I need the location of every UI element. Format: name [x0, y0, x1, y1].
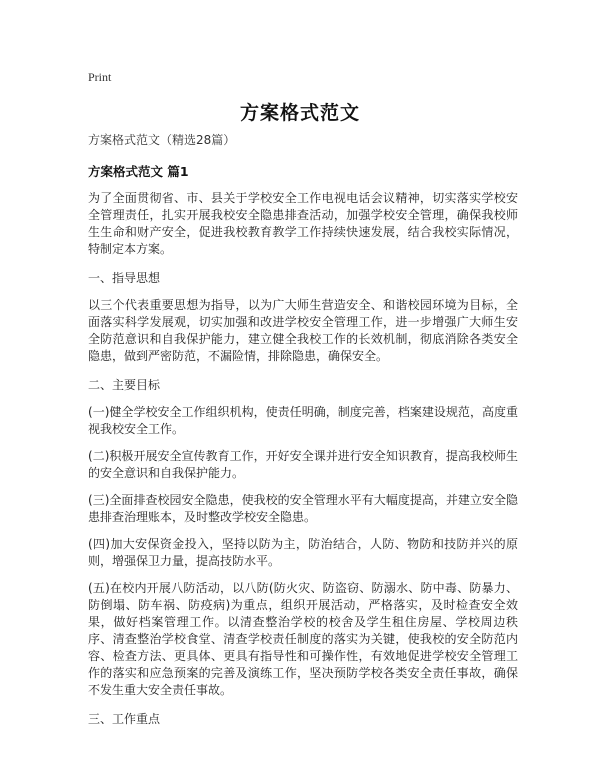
page-title: 方案格式范文 — [239, 102, 360, 124]
goal-paragraph-5: (五)在校内开展八防活动，以八防(防火灾、防盗窃、防溺水、防中毒、防暴力、防倒塌、防车祸、防疫病)为重点，组织开展活动，严格落实，及时检查安全效果，做好档案管理工作。以清查整治学校的校舍及学生租住房屋、学校周边秩序、清查整治学校食堂、清查学校责任制度的落实为关键，使我校的安全防范内容、检查方法、更具体、更具有指导性和可操作性，有效地促进学校安全管理工作的落实和应急预案的完善及演练工作，坚决预防学校各类安全责任事故，确保不发生重大安全责任事故。 — [88, 581, 518, 697]
section-title: 方案格式范文 篇1 — [88, 164, 189, 179]
heading-main-goals: 二、主要目标 — [88, 378, 161, 392]
goal-paragraph-2: (二)积极开展安全宣传教育工作，开好安全课并进行安全知识教育，提高我校师生的安全意识和自我保护能力。 — [88, 449, 518, 480]
goal-paragraph-1: (一)健全学校安全工作组织机构，使责任明确，制度完善，档案建设规范，高度重视我校安全工作。 — [88, 405, 518, 436]
document-subtitle: 方案格式范文（精选28篇） — [88, 133, 236, 147]
print-link[interactable]: Print — [88, 70, 112, 84]
goal-paragraph-4: (四)加大安保资金投入，坚持以防为主，防治结合，人防、物防和技防并兴的原则，增强保卫力量，提高技防水平。 — [88, 537, 518, 568]
heading-work-focus: 三、工作重点 — [88, 712, 161, 726]
guiding-paragraph: 以三个代表重要思想为指导，以为广大师生营造安全、和谐校园环境为目标，全面落实科学发展观，切实加强和改进学校安全管理工作，进一步增强广大师生安全防范意识和自我保护能力，建立健全我校工作的长效机制，彻底消除各类安全隐患，做到严密防范，不漏险情，排除隐患，确保安全。 — [88, 298, 518, 363]
goal-paragraph-3: (三)全面排查校园安全隐患，使我校的安全管理水平有大幅度提高，并建立安全隐患排查治理账本，及时整改学校安全隐患。 — [88, 493, 518, 524]
intro-paragraph: 为了全面贯彻省、市、县关于学校安全工作电视电话会议精神，切实落实学校安全管理责任，扎实开展我校安全隐患排查活动，加强学校安全管理，确保我校师生生命和财产安全，促进我校教育教学工作持续快速发展，结合我校实际情况，特制定本方案。 — [88, 191, 518, 256]
document-body — [88, 132, 518, 728]
heading-guiding-ideology: 一、指导思想 — [88, 271, 161, 285]
